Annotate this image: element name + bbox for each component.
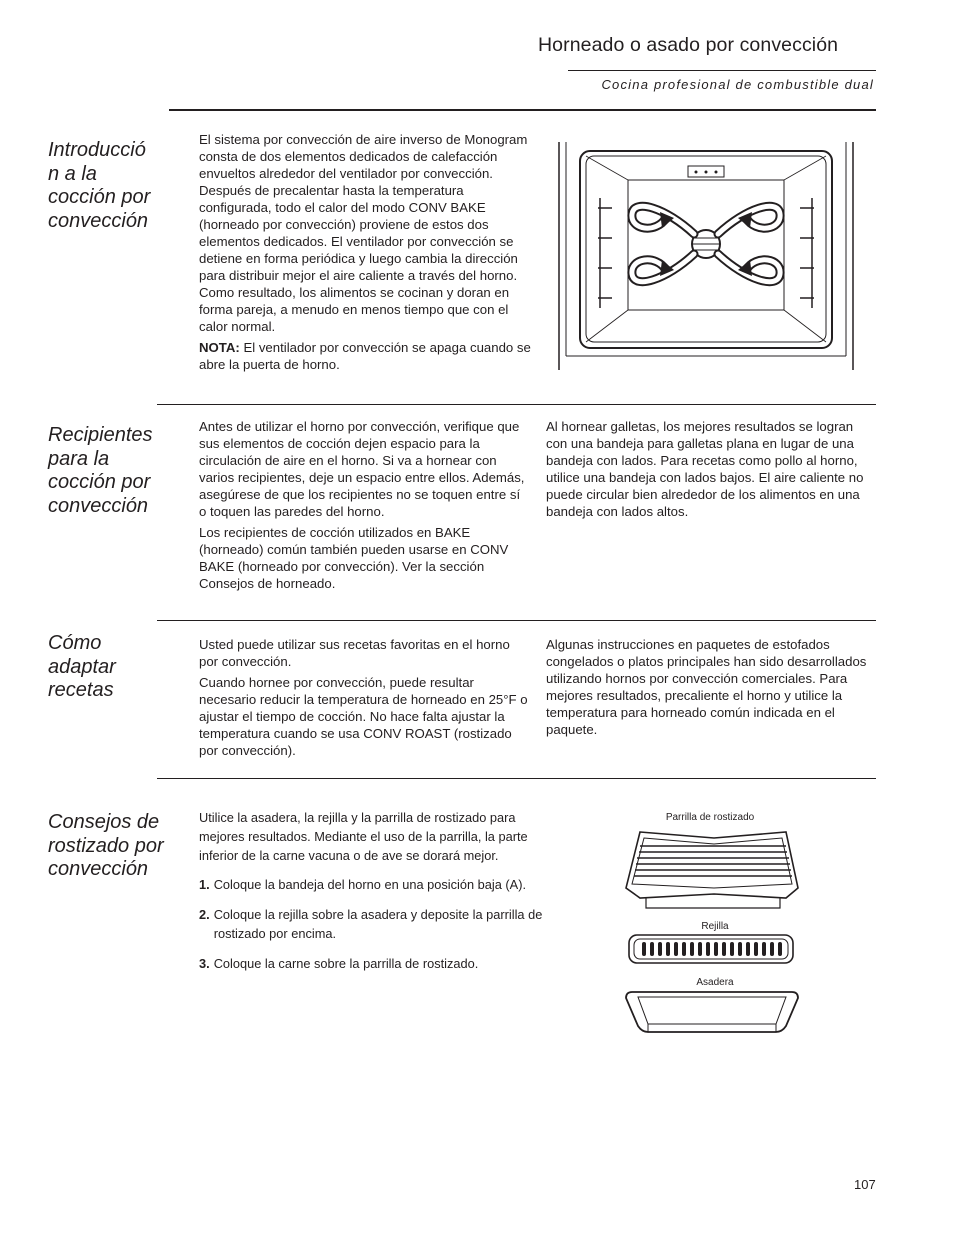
note-text: El ventilador por convección se apaga cuando se abre la puerta de horno. bbox=[199, 340, 531, 372]
page-number: 107 bbox=[854, 1177, 876, 1192]
adapt-paragraph-2: Cuando hornee por convección, puede resultar necesario reducir la temperatura de horneado en 25°F o ajustar el tiempo de cocción. No hace falta ajustar la temperatura cuando se usa CONV ROAST (rostizado por convección). bbox=[199, 675, 528, 758]
roasting-steps bbox=[199, 875, 544, 973]
roasting-text bbox=[199, 808, 544, 984]
containers-left-text bbox=[199, 418, 531, 596]
page-title: Horneado o asado por convección bbox=[538, 34, 839, 56]
intro-note bbox=[199, 339, 531, 373]
section-heading-intro: Introducció n a la cocción por convección bbox=[48, 139, 151, 232]
adapt-left-text bbox=[199, 636, 531, 763]
section-heading-roasting-tips: Consejos de rostizado por convección bbox=[48, 811, 164, 880]
section-divider-1 bbox=[157, 404, 876, 405]
adapt-paragraph-3: Algunas instrucciones en paquetes de estofados congelados o platos principales han sido desarrollados utilizando hornos por convección comerciales. Para mejores resultados, precaliente el horno y utilice la temperatura para horneado común indicada en el paquete. bbox=[546, 637, 867, 737]
page-subtitle: Cocina profesional de combustible dual bbox=[601, 77, 874, 92]
roasting-step bbox=[199, 875, 544, 894]
step-number: 2. bbox=[199, 907, 210, 922]
grid-label: Rejilla bbox=[701, 921, 729, 932]
roasting-step bbox=[199, 905, 544, 943]
section-heading-adapt-recipes: Cómo adaptar recetas bbox=[48, 632, 116, 701]
containers-paragraph-2: Los recipientes de cocción utilizados en BAKE (horneado) común también pueden usarse en CONV BAKE (horneado por convección). Ver la sección Consejos de horneado. bbox=[199, 525, 509, 591]
section-divider-3 bbox=[157, 778, 876, 779]
section-heading-containers: Recipientes para la cocción por convección bbox=[48, 424, 153, 517]
grid-illustration bbox=[626, 932, 796, 968]
header-rule bbox=[568, 70, 876, 71]
note-label: NOTA: bbox=[199, 340, 240, 355]
roasting-rack-illustration bbox=[622, 826, 802, 912]
step-number: 1. bbox=[199, 877, 210, 892]
roasting-pan-label: Asadera bbox=[696, 977, 734, 988]
roasting-step bbox=[199, 954, 544, 973]
roasting-rack-label: Parrilla de rostizado bbox=[665, 812, 755, 823]
step-text: Coloque la rejilla sobre la asadera y deposite la parrilla de rostizado por encima. bbox=[213, 907, 543, 941]
convection-oven-illustration bbox=[556, 138, 856, 372]
roasting-intro: Utilice la asadera, la rejilla y la parrilla de rostizado para mejores resultados. Mediante el uso de la parrilla, la parte inferior de la carne vacuna o de ave se dorará mejor. bbox=[199, 810, 528, 863]
step-text: Coloque la carne sobre la parrilla de rostizado. bbox=[213, 956, 479, 971]
section-divider-2 bbox=[157, 620, 876, 621]
step-text: Coloque la bandeja del horno en una posición baja (A). bbox=[213, 877, 527, 892]
adapt-paragraph-1: Usted puede utilizar sus recetas favoritas en el horno por convección. bbox=[199, 637, 510, 669]
roasting-pan-illustration bbox=[622, 988, 802, 1036]
containers-paragraph-1: Antes de utilizar el horno por convección, verifique que sus elementos de cocción dejen espacio para la circulación de aire en el horno. Si va a hornear con varios recipientes, deje un espacio entre ellos. Además, asegúrese de que los recipientes no se toquen entre sí o toquen las paredes del horno. bbox=[199, 419, 525, 519]
containers-paragraph-3: Al hornear galletas, los mejores resultados se logran con una bandeja para galletas plana en lugar de una bandeja con lados. Para recetas como pollo al horno, utilice una bandeja con lados bajos. El aire caliente no puede circular bien alrededor de los alimentos en una bandeja con lados altos. bbox=[546, 419, 864, 519]
intro-text bbox=[199, 131, 531, 377]
adapt-right-text bbox=[546, 636, 876, 742]
step-number: 3. bbox=[199, 956, 210, 971]
containers-right-text bbox=[546, 418, 866, 524]
intro-paragraph: El sistema por convección de aire inverso de Monogram consta de dos elementos dedicados de calefacción envueltos alrededor del ventilador por convección. Después de precalentar hasta la temperatura configurada, todo el calor del modo CONV BAKE (horneado por convección) proviene de estos dos elementos dedicados. El ventilador por convección se detiene en forma periódica y luego cambia la dirección para distribuir mejor el aire caliente a través del horno. Como resultado, los alimentos se cocinan y doran en forma pareja, a menudo en menos tiempo que con el calor normal. bbox=[199, 132, 528, 334]
top-rule bbox=[169, 109, 876, 111]
